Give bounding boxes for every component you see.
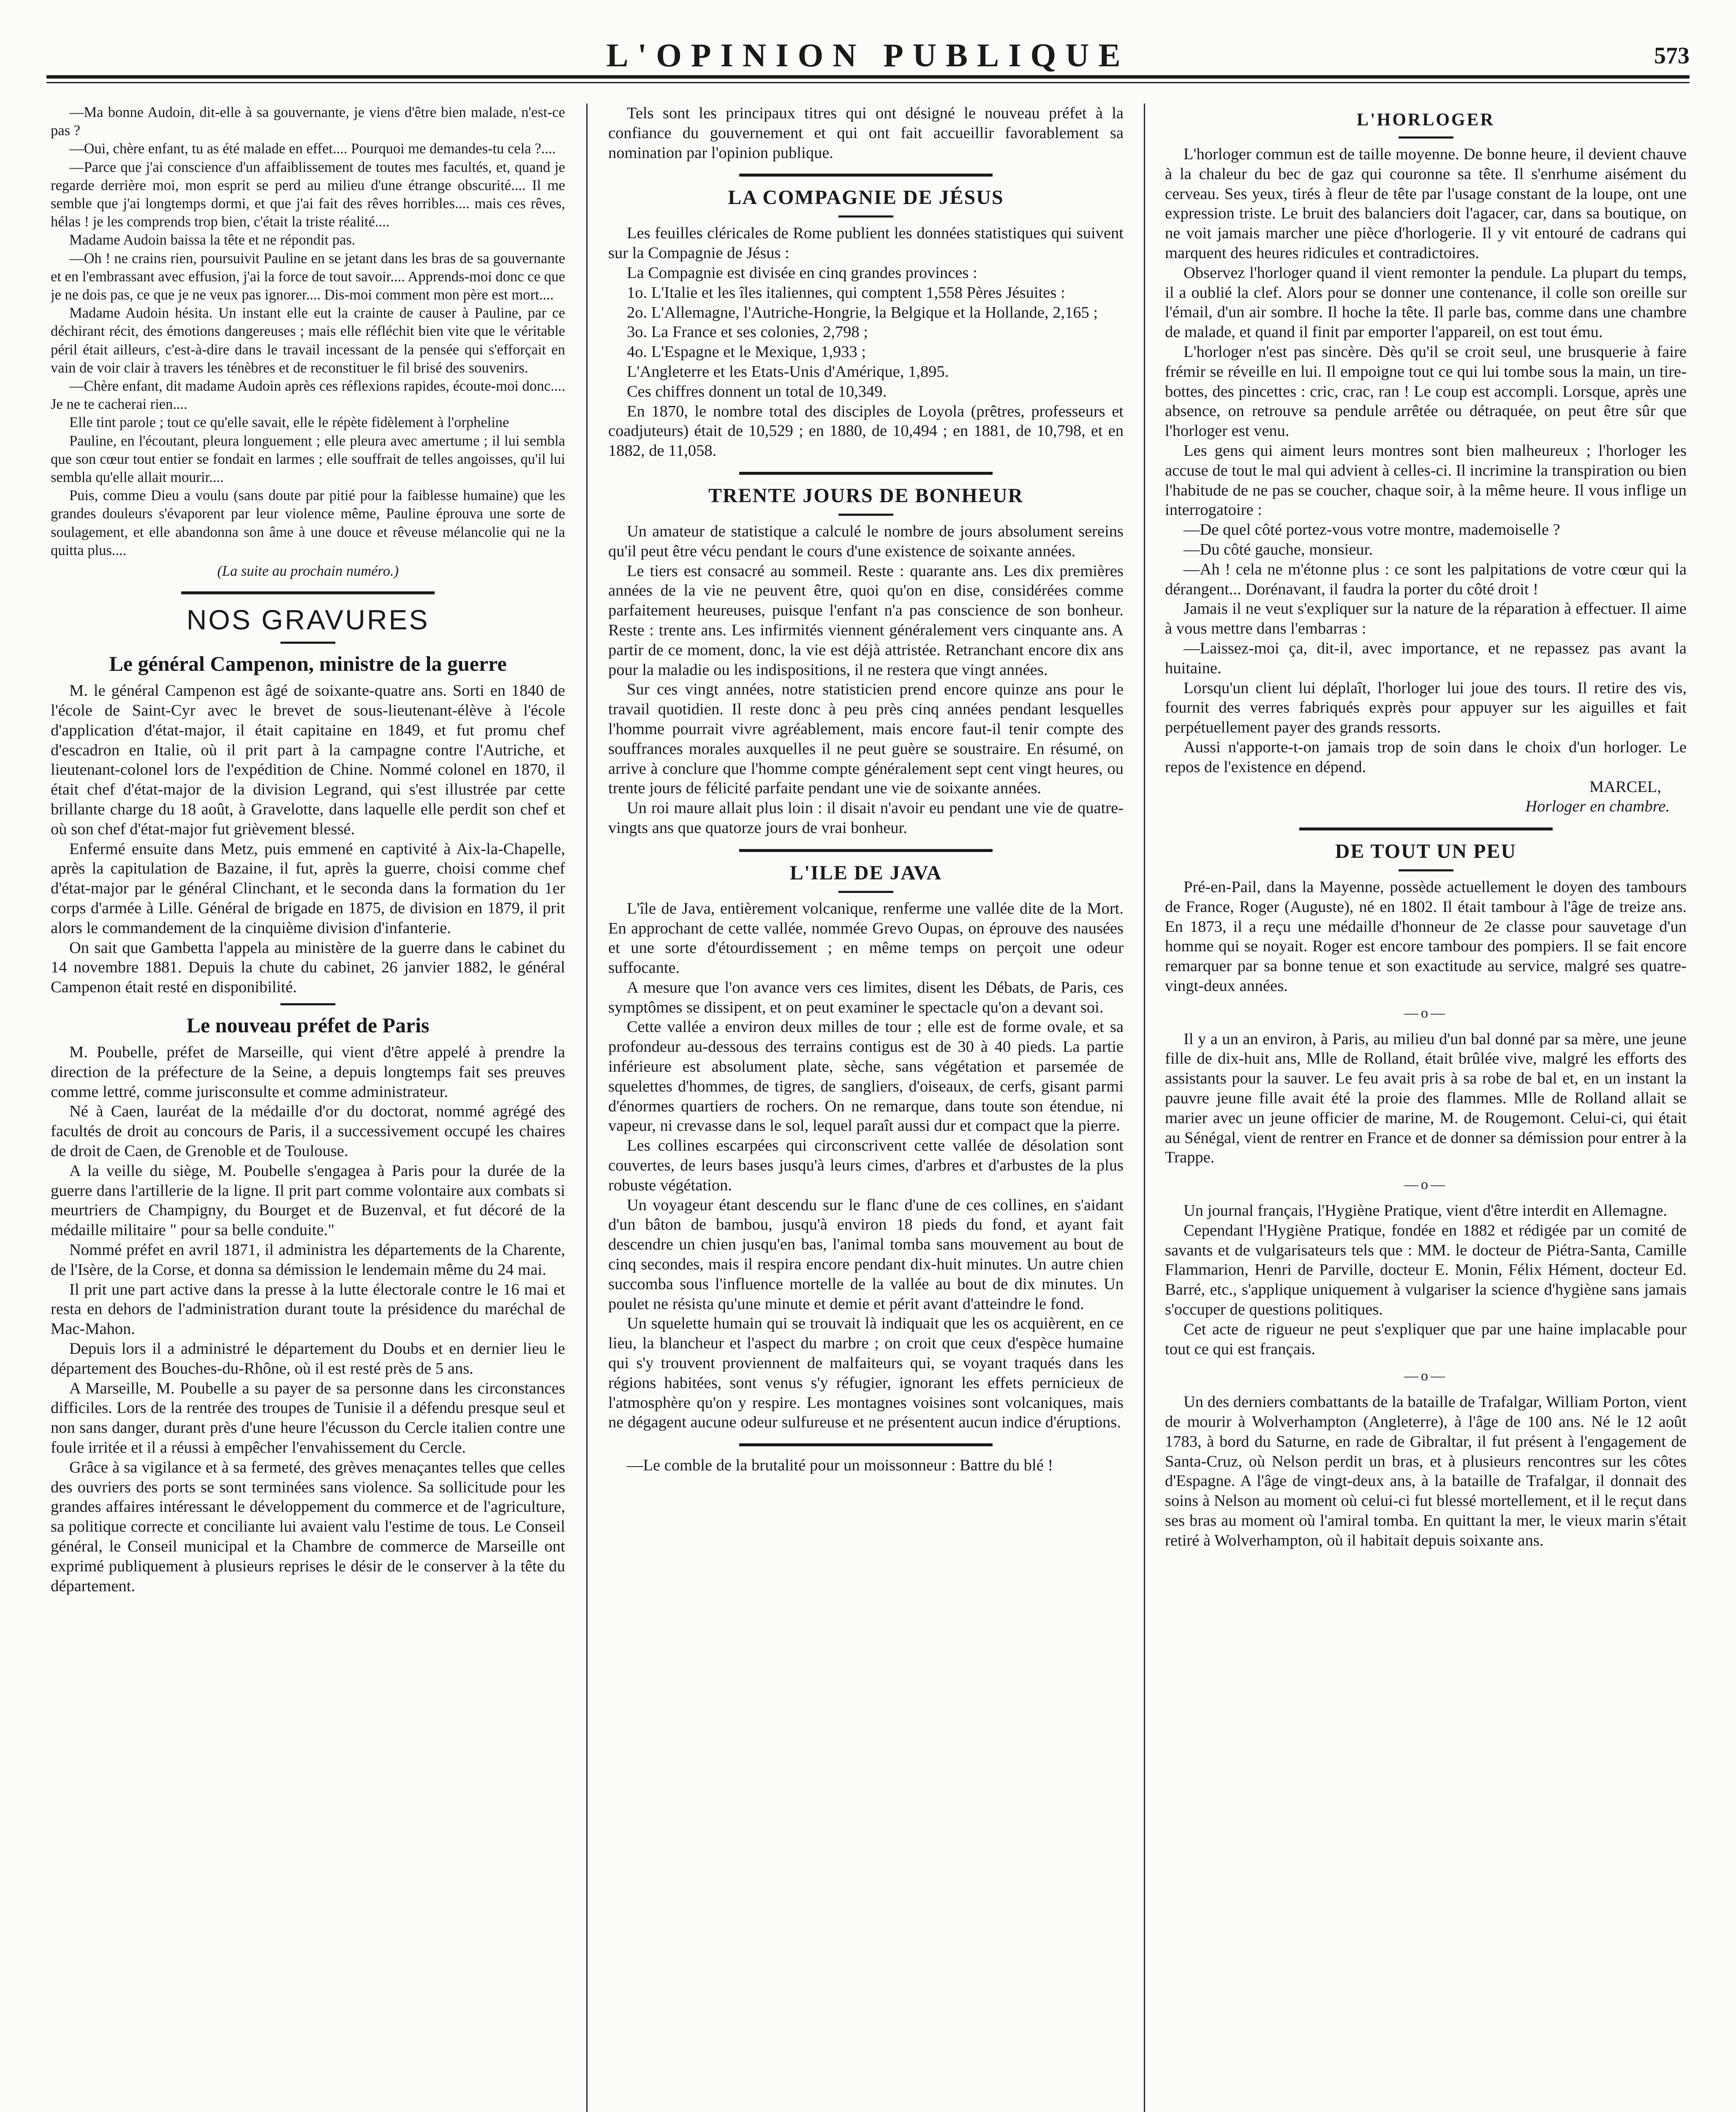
item-separator: —o— (1404, 1177, 1448, 1193)
article-paragraph: Lorsqu'un client lui déplaît, l'horloger lui joue des tours. Il retire des vis, fournit des verres fabriqués exprès pour appuyer sur les aiguilles et fait perpétuellement payer des grands ressorts. (1165, 679, 1687, 737)
article-paragraph: 2o. L'Allemagne, l'Autriche-Hongrie, la Belgique et la Hollande, 2,165 ; (627, 303, 1098, 321)
masthead-rule-thin (46, 82, 1690, 83)
article-paragraph: Tels sont les principaux titres qui ont désigné le nouveau préfet à la confiance du gouvernement et qui ont fait accueillir favorablement sa nomination par l'opinion publique. (608, 104, 1124, 162)
article-paragraph: En 1870, le nombre total des disciples de Loyola (prêtres, professeurs et coadjuteurs) était de 10,529 ; en 1880, de 10,494 ; en 1881, de 10,798, et en 1882, de 11,058. (608, 402, 1124, 460)
story-paragraph: —Ma bonne Audoin, dit-elle à sa gouvernante, je viens d'être bien malade, n'est-ce pas ? (51, 104, 565, 139)
news-item: Un des derniers combattants de la bataille de Trafalgar, William Porton, vient de mourir à Wolverhampton (Angleterre), à l'âge de 100 ans. Né le 12 août 1783, à bord du Saturne, en rade de Gibraltar, il fut présent à l'engagement de Santa-Cruz, où Nelson perdit un bras, et à plusieurs rencontres sur les côtes d'Espagne. A l'âge de vingt-deux ans, à la bataille de Trafalgar, il donnait des soins à Nelson au moment où celui-ci fut blessé mortellement, et il le reçut dans ses bras au moment où l'amiral tomba. En quittant la mer, le vieux marin s'était retiré à Wolverhampton, où il habitait depuis soixante ans. (1165, 1393, 1687, 1549)
article-paragraph: L'île de Java, entièrement volcanique, renferme une vallée dite de la Mort. En approchant de cette vallée, nommée Grevo Oupas, on éprouve des nausées et une sorte d'étourdissement ; en même temps on perçoit une odeur suffocante. (608, 899, 1124, 977)
heading-dash (838, 891, 893, 893)
section-rule (739, 472, 993, 475)
article-paragraph: Les feuilles cléricales de Rome publient les données statistiques qui suivent sur la Compagnie de Jésus : (608, 224, 1124, 262)
item-separator: —o— (1404, 1005, 1448, 1021)
article-title-horloger: L'HORLOGER (1356, 110, 1495, 130)
article-title-tout-un-peu: DE TOUT UN PEU (1335, 840, 1517, 863)
column-divider-1 (586, 103, 588, 2112)
section-rule (739, 174, 993, 177)
article-paragraph: Ces chiffres donnent un total de 10,349. (627, 382, 887, 400)
column-2 (608, 103, 1124, 2112)
article-paragraph: Un amateur de statistique a calculé le nombre de jours absolument sereins qu'il peut être vécu pendant le cours d'une existence de soixante années. (608, 522, 1124, 560)
news-item: Pré-en-Pail, dans la Mayenne, possède actuellement le doyen des tambours de France, Roger (Auguste), né en 1802. Il était tambour à l'âge de treize ans. En 1873, il a reçu une médaille d'honneur de 2e classe pour sauvetage d'un homme qui se noyait. Roger est encore tambour des pompiers. Il se fait encore remarquer par sa bonne tenue et son exactitude au service, malgré ses quatre-vingt-deux années. (1165, 878, 1687, 995)
column-3 (1165, 103, 1687, 2112)
article-paragraph: A Marseille, M. Poubelle a su payer de sa personne dans les circonstances difficiles. Lors de la rentrée des troupes de Tunisie il a défendu presque seul et non sans danger, durant près d'une heure l'écusson du Cercle italien contre une foule irritée et il a réussi à empêcher l'envahissement du Cercle. (51, 1379, 565, 1456)
article-paragraph: Grâce à sa vigilance et à sa fermeté, des grèves menaçantes telles que celles des ouvriers des ports se sont terminées sans violence. Sa sollicitude pour les grandes affaires intéressant le développement du commerce et de l'agriculture, sa politique correcte et conciliante lui avaient valu l'estime de tous. Le Conseil général, le Conseil municipal et la Chambre de commerce de Marseille ont exprimé publiquement à plusieurs reprises le désir de le conserver à la tête du département. (51, 1458, 565, 1595)
article-paragraph: Sur ces vingt années, notre statisticien prend encore quinze ans pour le travail quotidien. Il reste donc à peu près cinq années pendant lesquelles l'homme pourrait vivre agréablement, mais encore faut-il tenir compte des souffrances morales auxquelles il ne peut guère se soustraire. En résumé, on arrive à conclure que l'homme compte généralement sept cent vingt heures, ou trente jours de félicité parfaite pendant une vie de soixante années. (608, 680, 1124, 797)
to-be-continued: (La suite au prochain numéro.) (217, 563, 399, 580)
section-rule (1299, 827, 1553, 830)
article-paragraph: 4o. L'Espagne et le Mexique, 1,933 ; (627, 343, 866, 361)
article-paragraph: Observez l'horloger quand il vient remonter la pendule. La plupart du temps, il a oublié la clef. Alors pour se donner une contenance, il colle son oreille sur l'émail, d'un air sombre. Il hoche la tête. Il parle bas, comme dans une chambre de malade, et quand il finit par emporter l'appareil, on est tout ému. (1165, 264, 1687, 341)
article-paragraph: Un voyageur étant descendu sur le flanc d'une de ces collines, en s'aidant d'un bâton de bambou, jusqu'à environ 18 pieds du fond, et ayant fait descendre un chien jusqu'en bas, l'animal tomba sans mouvement au bout de cinq secondes, mais il respira encore pendant dix-huit minutes. Un autre chien succomba sous l'influence mortelle de la vallée au bout de dix minutes. Un poulet ne résista qu'une minute et demie et périt avant d'atteindre le fond. (608, 1196, 1124, 1313)
article-paragraph: Les collines escarpées qui circonscrivent cette vallée de désolation sont couvertes, de leurs bases jusqu'à leurs cimes, d'arbres et d'arbustes de la plus robuste végétation. (608, 1137, 1124, 1194)
heading-dash (838, 215, 893, 218)
heading-dash (838, 514, 893, 516)
article-paragraph: M. Poubelle, préfet de Marseille, qui vient d'être appelé à prendre la direction de la préfecture de la Seine, a depuis longtemps fait ses preuves comme lettré, comme jurisconsulte et comme administrateur. (51, 1043, 565, 1101)
story-paragraph: Madame Audoin hésita. Un instant elle eut la crainte de causer à Pauline, par ce déchirant récit, des émotions dangereuses ; mais elle réfléchit bien vite que le véritable péril était ailleurs, c'est-à-dire dans le travail incessant de la pensée qui s'efforçait en vain de voir clair à travers les ténèbres et de reconstituer le fil brisé des souvenirs. (51, 305, 565, 376)
article-paragraph: Le tiers est consacré au sommeil. Reste : quarante ans. Les dix premières années de la vie ne peuvent être, quoi qu'on en dise, considérées comme parfaitement heureuses, puisque l'enfant n'a pas conscience de son bonheur. Reste : trente ans. Les infirmités viennent généralement vers cinquante ans. A partir de ce moment, donc, la vie est déjà attristée. Retranchant encore dix ans pour la maladie ou les indispositions, il ne restera que vingt années. (608, 562, 1124, 679)
news-item: Cependant l'Hygiène Pratique, fondée en 1882 et rédigée par un comité de savants et de vulgarisateurs tels que : MM. le docteur de Piétra-Santa, Camille Flammarion, Henri de Parville, docteur E. Monin, Félix Hément, docteur Ed. Barré, etc., s'applique uniquement à vulgariser la science d'hygiène sans jamais s'occuper de questions politiques. (1165, 1221, 1687, 1319)
masthead (46, 37, 1690, 73)
column-divider-2 (1144, 103, 1145, 2112)
news-item: Il y a un an environ, à Paris, au milieu d'un bal donné par sa mère, une jeune fille de dix-huit ans, Mlle de Rolland, était brûlée vive, malgré les efforts des assistants pour la sauver. Le feu avait pris à sa robe de bal et, en un instant la pauvre jeune fille avait été la proie des flammes. Mlle de Rolland allait se marier avec un jeune officier de marine, M. de Rougemont. Celui-ci, qui était au Sénégal, vient de rentrer en France et de donner sa démission pour entrer à la Trappe. (1165, 1030, 1687, 1167)
article-paragraph: Un squelette humain qui se trouvait là indiquait que les os acquièrent, en ce lieu, la blancheur et l'aspect du marbre ; on croit que ceux d'espèce humaine qui s'y trouvent proviennent de malfaiteurs qui, se voyant traqués dans les régions habitées, sont venus s'y réfugier, ignorant les effets pernicieux de l'atmosphère qu'on y respire. Les montagnes voisines sont volcaniques, mais ne dégagent aucune odeur sulfureuse et ne présentent aucun indice d'éruptions. (608, 1315, 1124, 1432)
article-paragraph: 3o. La France et ses colonies, 2,798 ; (627, 323, 868, 341)
article-title-poubelle: Le nouveau préfet de Paris (186, 1013, 430, 1037)
article-dash (280, 1003, 335, 1005)
article-paragraph: L'horloger n'est pas sincère. Dès qu'il se croit seul, une brusquerie à faire frémir se réveille en lui. Il empoigne tout ce qui lui tombe sous la main, un tire-bottes, des pincettes : cric, crac, ran ! Le coup est accompli. Lorsque, après une absence, on retrouve sa pendule arrêtée ou détraquée, on peut être sûr que l'horloger est venu. (1165, 343, 1687, 440)
heading-dash (280, 642, 335, 644)
article-paragraph: La Compagnie est divisée en cinq grandes provinces : (627, 264, 977, 282)
article-paragraph: Aussi n'apporte-t-on jamais trop de soin dans le choix d'un horloger. Le repos de l'existence en dépend. (1165, 738, 1687, 776)
article-paragraph: L'Angleterre et les Etats-Unis d'Amérique, 1,895. (627, 362, 949, 381)
news-item: Cet acte de rigueur ne peut s'expliquer que par une haine implacable pour tout ce qui est français. (1165, 1320, 1687, 1358)
section-rule (181, 591, 435, 594)
article-paragraph: Depuis lors il a administré le département du Doubs et en dernier lieu le département des Bouches-du-Rhône, où il est resté près de 5 ans. (51, 1339, 565, 1377)
story-paragraph: Madame Audoin baissa la tête et ne répondit pas. (69, 232, 356, 248)
story-paragraph: —Oh ! ne crains rien, poursuivit Pauline en se jetant dans les bras de sa gouvernante et en l'embrassant avec effusion, j'ai la force de tout savoir.... Apprends-moi donc ce que je ne dois pas, ce que je ne veux pas ignorer.... Dis-moi comment mon père est mort.... (51, 250, 565, 303)
article-paragraph: 1o. L'Italie et les îles italiennes, qui comptent 1,558 Pères Jésuites : (627, 283, 1065, 302)
section-rule (739, 1443, 993, 1446)
article-paragraph: —De quel côté portez-vous votre montre, mademoiselle ? (1184, 521, 1560, 539)
article-paragraph: M. le général Campenon est âgé de soixante-quatre ans. Sorti en 1840 de l'école de Saint-Cyr avec le brevet de sous-lieutenant-élève à l'école d'application d'état-major, il était capitaine en 1849, et fut promu chef d'escadron en Italie, où il prit part à la campagne contre l'Autriche, et lieutenant-colonel lors de l'expédition de Chine. Nommé colonel en 1870, il était chef d'état-major de la division Legrand, qui s'est illustrée par cette brillante charge du 18 août, à Gravelotte, dans laquelle elle perdit son chef et où son chef d'état-major fut grièvement blessé. (51, 682, 565, 838)
section-rule (739, 849, 993, 852)
page-number: 573 (1654, 43, 1690, 69)
heading-dash (1399, 136, 1453, 139)
story-paragraph: —Chère enfant, dit madame Audoin après ces réflexions rapides, écoute-moi donc.... Je ne te cacherai rien.... (51, 378, 565, 413)
newspaper-title: L'OPINION PUBLIQUE (606, 37, 1130, 73)
article-paragraph: L'horloger commun est de taille moyenne. De bonne heure, il devient chauve à la chaleur du bec de gaz qui couronne sa tête. Il s'enrhume aisément du cerveau. Ses yeux, tirés à fleur de tête par l'usage constant de la loupe, ont une expression triste. Le bruit des balanciers doit l'agacer, car, dans sa boutique, on ne voit jamais marcher une pièce d'horlogerie. Il y vit entouré de cadrans qui marquent des heures ridicules et contradictoires. (1165, 145, 1687, 262)
article-paragraph: On sait que Gambetta l'appela au ministère de la guerre dans le cabinet du 14 novembre 1881. Depuis la chute du cabinet, 26 janvier 1882, le général Campenon était resté en disponibilité. (51, 939, 565, 996)
article-paragraph: Nommé préfet en avril 1871, il administra les départements de la Charente, de l'Isère, de la Corse, et donna sa démission le lendemain même du 24 mai. (51, 1241, 565, 1279)
article-paragraph: Enfermé ensuite dans Metz, puis emmené en captivité à Aix-la-Chapelle, après la capitulation de Bazaine, il fut, après la guerre, choisi comme chef d'état-major par le général Clinchant, et le seconda dans la formation du 1er corps d'armée à Lille. Général de brigade en 1875, de division en 1879, il prit alors le commandement de la cinquième division d'infanterie. (51, 840, 565, 937)
article-paragraph: —Du côté gauche, monsieur. (1184, 540, 1373, 558)
article-title-jesus: LA COMPAGNIE DE JÉSUS (728, 186, 1004, 209)
article-paragraph: —Ah ! cela ne m'étonne plus : ce sont les palpitations de votre cœur qui la dérangent... Dorénavant, il faudra la porter du côté droit ! (1165, 560, 1687, 598)
item-separator: —o— (1404, 1368, 1448, 1384)
article-paragraph: Un roi maure allait plus loin : il disait n'avoir eu pendant une vie de quatre-vingts ans que quatorze jours de vrai bonheur. (608, 799, 1124, 837)
news-item: Un journal français, l'Hygiène Pratique, vient d'être interdit en Allemagne. (1184, 1202, 1667, 1220)
article-title-bonheur: TRENTE JOURS DE BONHEUR (708, 484, 1024, 507)
story-paragraph: Pauline, en l'écoutant, pleura longuement ; elle pleura avec amertume ; il lui sembla que son cœur tout entier se fondait en larmes ; elle souffrait de telles angoisses, qu'il lui sembla qu'elle allait mourir.... (51, 433, 565, 486)
closing-joke: —Le comble de la brutalité pour un moissonneur : Battre du blé ! (627, 1456, 1053, 1475)
article-paragraph: Il prit une part active dans la presse à la lutte électorale contre le 16 mai et resta en dehors de l'administration durant toute la présidence du maréchal de Mac-Mahon. (51, 1280, 565, 1338)
heading-dash (1399, 869, 1453, 871)
story-paragraph: Elle tint parole ; tout ce qu'elle savait, elle le répète fidèlement à l'orpheline (69, 414, 509, 431)
article-paragraph: Les gens qui aiment leurs montres sont bien malheureux ; l'horloger les accuse de tout le mal qui advient à celles-ci. Il incrimine la transpiration ou bien l'habitude de ne pas se coucher, chaque soir, à la même heure. Il vous inflige un interrogatoire : (1165, 441, 1687, 519)
signature-name: MARCEL, (1589, 778, 1661, 796)
article-paragraph: Cette vallée a environ deux milles de tour ; elle est de forme ovale, et sa profondeur au-dessous des terrains contigus est de 30 à 40 pieds. La partie inférieure est absolument plate, sèche, sans végétation et parsemée de squelettes d'hommes, de tigres, de sangliers, d'oiseaux, de cerfs, gisant parmi d'énormes quartiers de rochers. On ne remarque, dans toute son étendue, ni vapeur, ni crevasse dans le sol, lequel paraît aussi dur et compact que la pierre. (608, 1018, 1124, 1135)
article-title-campenon: Le général Campenon, ministre de la guerre (109, 652, 507, 676)
article-paragraph: —Laissez-moi ça, dit-il, avec importance, et ne repassez pas avant la huitaine. (1165, 639, 1687, 677)
article-paragraph: A mesure que l'on avance vers ces limites, disent les Débats, de Paris, ces symptômes se dissipent, et on peut examiner le spectacle qu'on a devant soi. (608, 978, 1124, 1016)
story-paragraph: —Oui, chère enfant, tu as été malade en effet.... Pourquoi me demandes-tu cela ?.... (69, 141, 556, 157)
article-paragraph: Né à Caen, lauréat de la médaille d'or du doctorat, nommé agrégé des facultés de droit au concours de Paris, il a successivement occupé les chaires de droit de Caen, de Grenoble et de Toulouse. (51, 1102, 565, 1160)
section-heading-nos-gravures: NOS GRAVURES (186, 604, 430, 636)
column-1 (51, 103, 565, 2112)
story-paragraph: —Parce que j'ai conscience d'un affaiblissement de toutes mes facultés, et, quand je regarde derrière moi, mon esprit se perd au milieu d'une étrange obscurité.... Il me semble que j'ai longtemps dormi, et que j'ai fait des rêves horribles.... mais ces rêves, hélas ! je les comprends trop bien, c'était la triste réalité.... (51, 159, 565, 230)
masthead-rule-thick (46, 75, 1690, 79)
signature-role: Horloger en chambre. (1525, 797, 1670, 816)
article-paragraph: A la veille du siège, M. Poubelle s'engagea à Paris pour la durée de la guerre dans l'artillerie de la ligne. Il prit part comme volontaire aux combats si meurtriers de Champigny, du Bourget et de Buzenval, et fut décoré de la médaille militaire " pour sa belle conduite." (51, 1162, 565, 1239)
story-paragraph: Puis, comme Dieu a voulu (sans doute par pitié pour la faiblesse humaine) que les grandes douleurs s'évaporent par leur violence même, Pauline éprouva une sorte de soulagement, et elle abandonna son âme à une douce et rêveuse mélancolie qui ne la quitta plus.... (51, 487, 565, 558)
article-paragraph: Jamais il ne veut s'expliquer sur la nature de la réparation à effectuer. Il aime à vous mettre dans l'embarras : (1165, 600, 1687, 638)
article-title-java: L'ILE DE JAVA (789, 861, 942, 884)
